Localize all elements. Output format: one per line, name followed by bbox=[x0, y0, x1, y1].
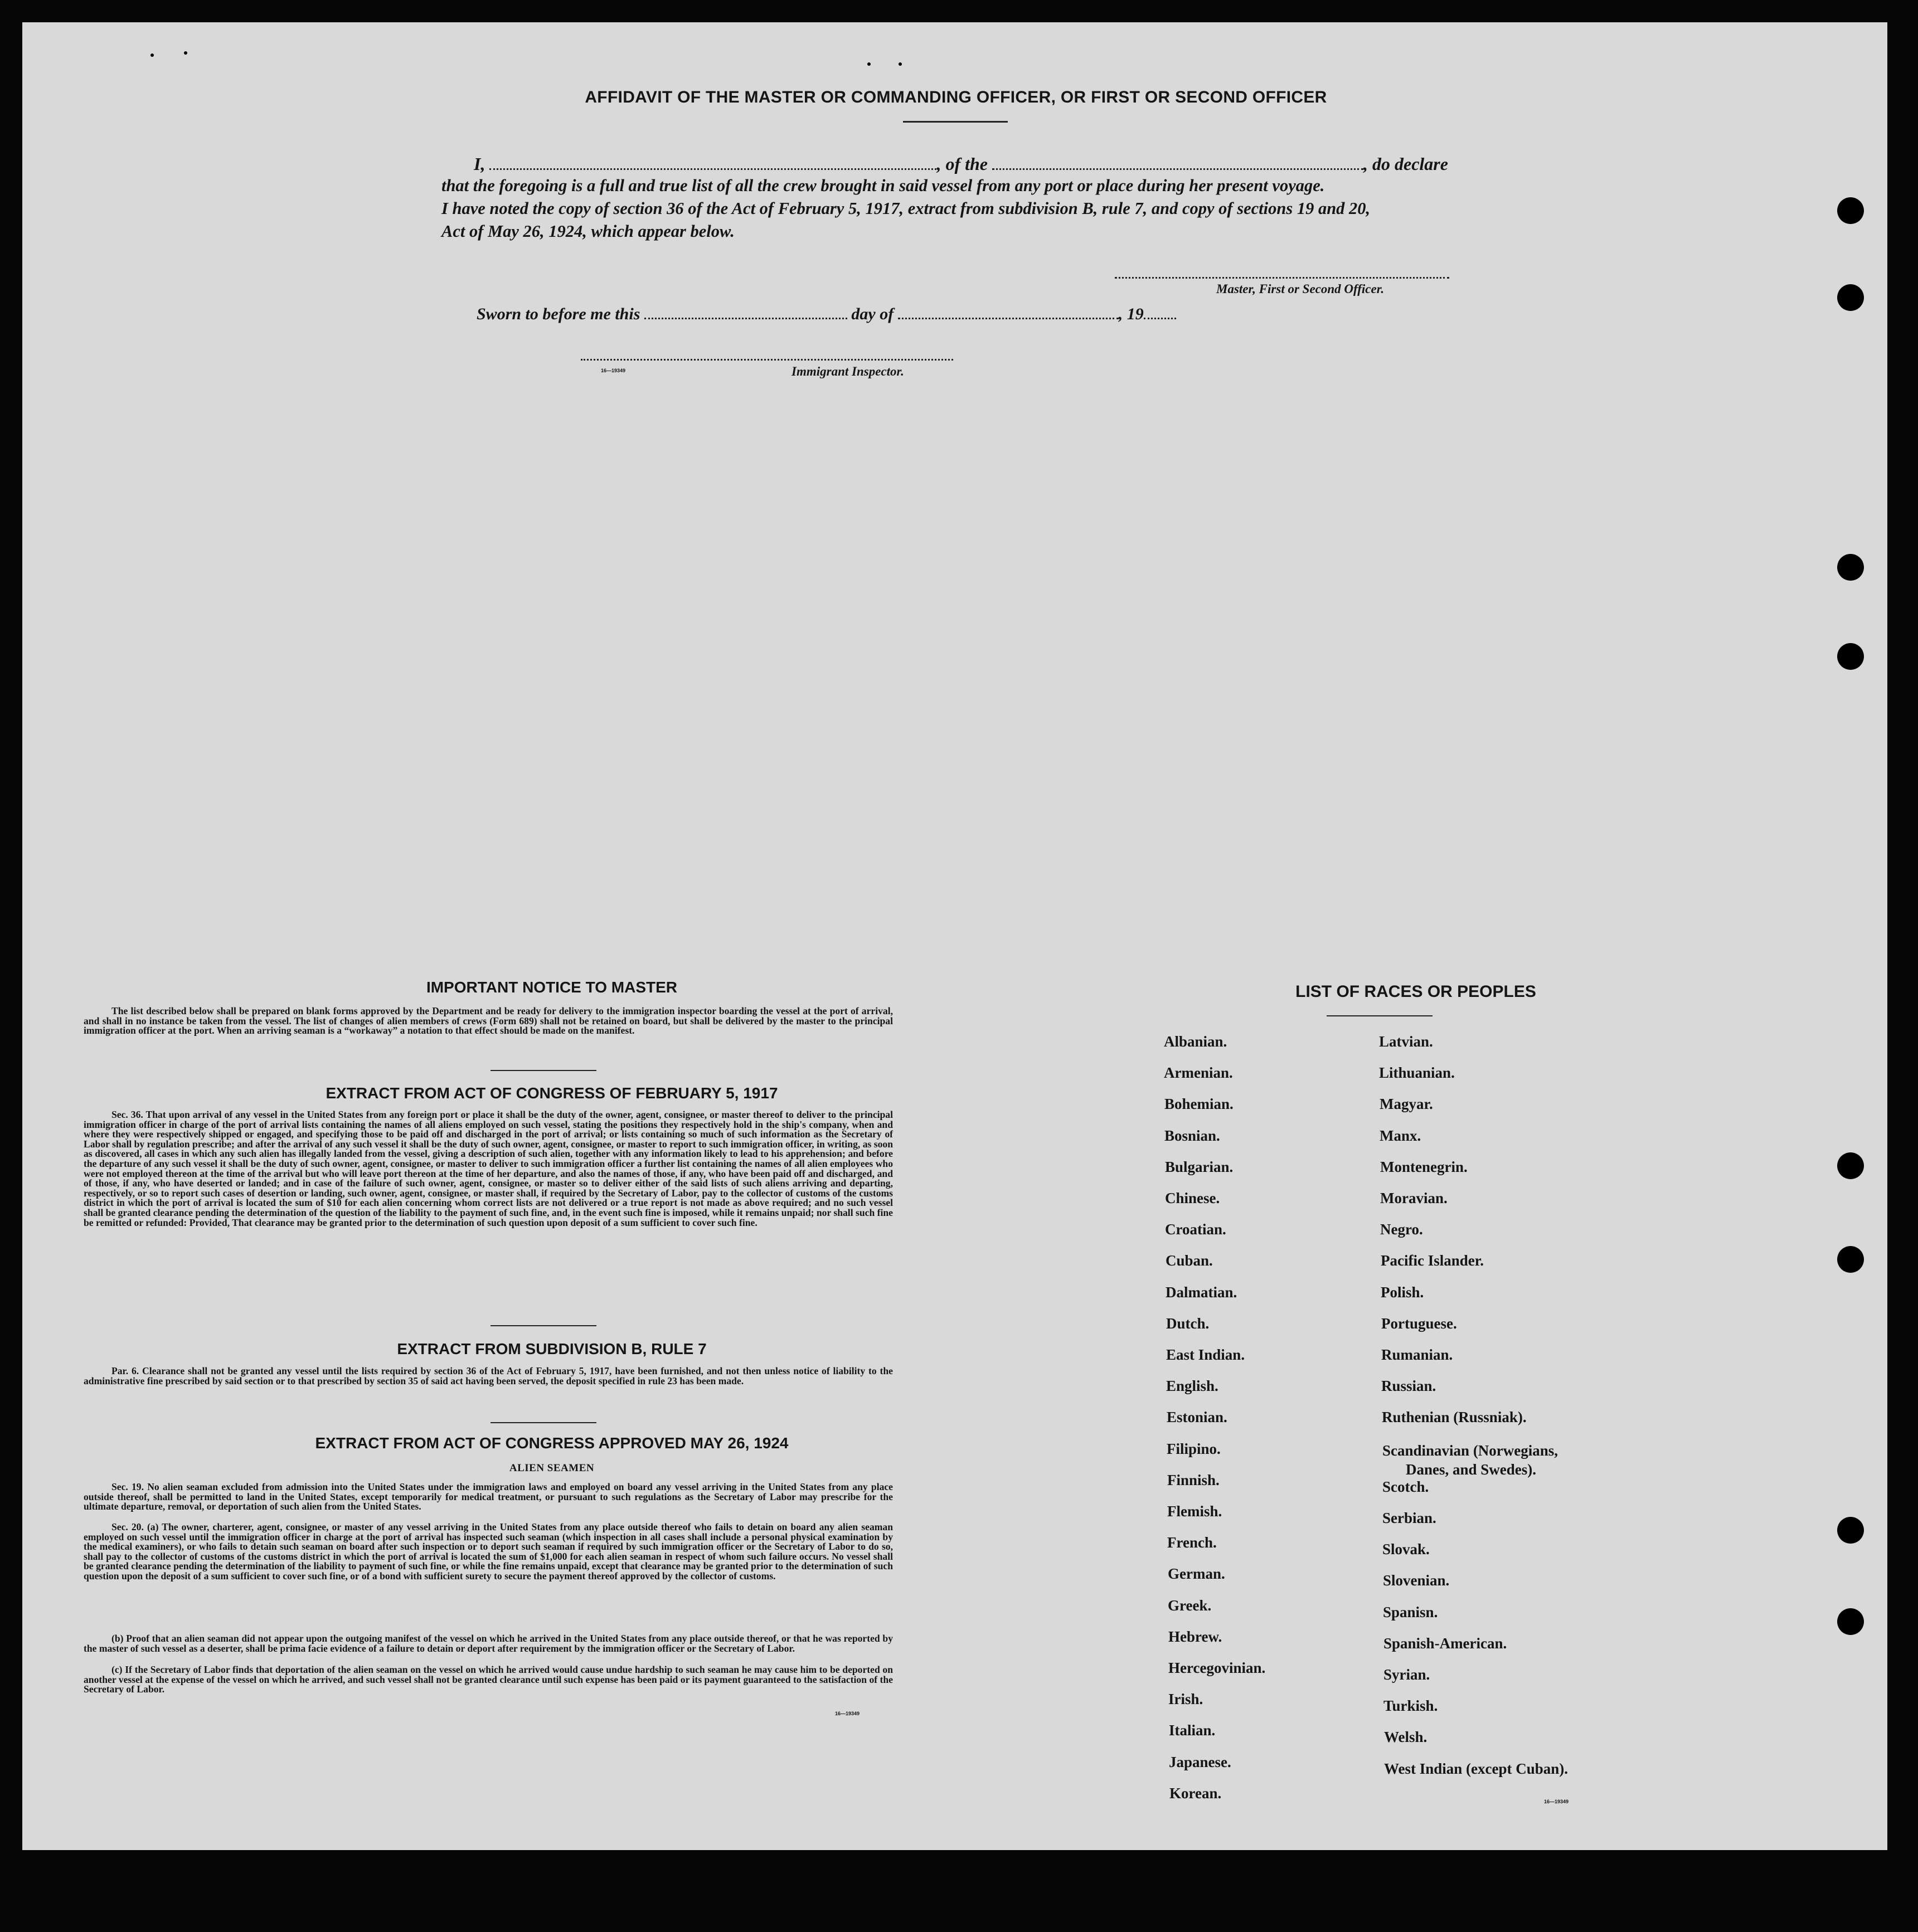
race-item: Filipino. bbox=[1167, 1441, 1221, 1457]
race-item: Hercegovinian. bbox=[1168, 1660, 1266, 1676]
speck bbox=[867, 62, 871, 66]
race-item: Ruthenian (Russniak). bbox=[1382, 1409, 1527, 1425]
race-item: Spanisn. bbox=[1383, 1604, 1438, 1620]
extract-rule7-body: Par. 6. Clearance shall not be granted any vessel until the lists required by section 36 of the Act of February 5, 1917, have been furnished, and not then unless notice of liability to the administrative fine prescribed by said section or to that prescribed by section 35 of said act having been served, the deposit specified in rule 23 has been made. bbox=[84, 1365, 893, 1386]
race-item: Slovak. bbox=[1382, 1541, 1430, 1558]
affidavit-title: AFFIDAVIT OF THE MASTER OR COMMANDING OFFICER, OR FIRST OR SECOND OFFICER bbox=[585, 88, 1327, 106]
race-item-scandinavian bbox=[1382, 1441, 1616, 1479]
races-title: LIST OF RACES OR PEOPLES bbox=[1295, 982, 1536, 1001]
sec20a-text: Sec. 20. (a) The owner, charterer, agent, consignee, or master of any vessel arriving in the United States from any place outside thereof who fails to detain on board any alien seaman employed on such vessel until the immigration officer in charge at the port of arrival has inspected such seaman (which inspection in all cases shall include a personal physical examination by the medical examiners), or who fails to detain such seaman on board after such inspection or to deport such seaman if required by such immigration officer or the Secretary of Labor to do so, shall pay to the collector of customs of the customs district in which the port of arrival is located the sum of $1,000 for each alien seaman in respect of whom such failure occurs. No vessel shall be granted clearance pending the determination of the liability to payment of such fine, or while the fine remains unpaid, except that clearance may be granted prior to the determination of such question upon the deposit of a sum sufficient to cover such fine, or of a bond with sufficient surety to secure the payment thereof approved by the collector of customs. bbox=[84, 1521, 893, 1581]
declaration-i: I, bbox=[474, 154, 485, 174]
extract-1917-body: Sec. 36. That upon arrival of any vessel in the United States from any foreign port or place it shall be the duty of the owner, agent, consignee, or master thereof to deliver to the principal immigration officer in charge of the port of arrival lists containing the names of all aliens employed on such vessel, stating the positions they respectively hold in the ship's company, when and where they were respectively shipped or engaged, and specifying those to be paid off and discharged in the port of arrival; or lists containing so much of such information as the Secretary of Labor shall by regulation prescribe; and after the arrival of any such vessel it shall be the duty of such owner, agent, consignee, or master to report to such immigration officer, in writing, as soon as discovered, all cases in which any such alien has illegally landed from the vessel, giving a description of such alien, together with any information likely to lead to his apprehension; and before the departure of any such vessel it shall be the duty of such owner, agent, consignee, or master to deliver to such immigration officer a further list containing the names of all alien employees who were not employed thereon at the time of the arrival but who will leave port thereon at the time of her departure, and also the names of those, if any, who have been paid off and discharged, and of those, if any, who have deserted or landed; and in case of the failure of such owner, agent, consignee, or master so to deliver either of the said lists of such aliens arriving and departing, respectively, or so to report such cases of desertion or landing, such owner, agent, consignee, or master shall, if required by the Secretary of Labor, pay to the collector of customs of the customs district in which the port of arrival is located the sum of $10 for each alien concerning whom correct lists are not delivered or a true report is not made as above required; and no such vessel shall be granted clearance pending the determination of the question of the liability to the payment of such fine, and, in the event such fine is imposed, while it remains unpaid; nor shall such fine be remitted or refunded: Provided, That clearance may be granted prior to the determination of such question upon deposit of a sum sufficient to cover such fine. bbox=[84, 1109, 893, 1228]
race-item: Scotch. bbox=[1382, 1478, 1429, 1495]
form-number: 16—19349 bbox=[1544, 1799, 1569, 1804]
race-item: French. bbox=[1167, 1534, 1217, 1551]
race-item: Syrian. bbox=[1383, 1666, 1430, 1683]
form-number: 16—19349 bbox=[835, 1711, 860, 1716]
speck bbox=[899, 62, 902, 66]
race-item: Hebrew. bbox=[1168, 1628, 1222, 1645]
race-item: Dutch. bbox=[1166, 1315, 1210, 1332]
race-item: West Indian (except Cuban). bbox=[1384, 1760, 1569, 1777]
day-blank[interactable] bbox=[644, 304, 847, 319]
declaration-line-3: I have noted the copy of section 36 of the Act of February 5, 1917, extract from subdivision B, rule 7, and copy of sections 19 and 20, bbox=[441, 199, 1371, 218]
race-item: Pacific Islander. bbox=[1381, 1252, 1484, 1269]
extract-1917-title: EXTRACT FROM ACT OF CONGRESS OF FEBRUARY 5, 1917 bbox=[326, 1084, 778, 1102]
race-item: Spanish-American. bbox=[1383, 1635, 1507, 1652]
race-item: Manx. bbox=[1380, 1127, 1421, 1144]
name-blank[interactable] bbox=[489, 155, 936, 170]
speck bbox=[184, 51, 187, 55]
race-item: Magyar. bbox=[1380, 1096, 1433, 1112]
race-item: Bohemian. bbox=[1164, 1096, 1234, 1112]
month-blank[interactable] bbox=[898, 304, 1119, 319]
race-item: Korean. bbox=[1169, 1785, 1222, 1802]
race-item: Finnish. bbox=[1167, 1472, 1220, 1488]
day-of-text: day of bbox=[851, 305, 894, 323]
race-item: Slovenian. bbox=[1383, 1572, 1450, 1589]
declaration-line-2: that the foregoing is a full and true list of all the crew brought in said vessel from any port or place during her present voyage. bbox=[441, 176, 1325, 195]
race-item: Russian. bbox=[1381, 1378, 1436, 1394]
form-number: 16—19349 bbox=[601, 368, 626, 373]
sworn-text: Sworn to before me this bbox=[477, 305, 640, 323]
race-item-scandinavian-line1: Scandinavian (Norwegians, bbox=[1382, 1442, 1558, 1459]
race-item: Polish. bbox=[1381, 1284, 1424, 1301]
inspector-label: Immigrant Inspector. bbox=[792, 364, 904, 378]
do-declare-text: , do declare bbox=[1363, 154, 1448, 174]
race-item: Flemish. bbox=[1167, 1503, 1222, 1520]
race-item: Dalmatian. bbox=[1166, 1284, 1237, 1301]
notice-body: The list described below shall be prepared on blank forms approved by the Department and be ready for delivery to the immigration inspector boarding the vessel at the port of arrival, and shall in no instance be taken from the vessel. The list of changes of alien members of crews (Form 689) shall not be retained on board, but shall be delivered by the master to the principal immigration officer at the port. When an arriving seaman is a “workaway” a notation to that effect should be made on the manifest. bbox=[84, 1005, 893, 1036]
race-item: German. bbox=[1168, 1565, 1225, 1582]
race-item: Greek. bbox=[1168, 1597, 1212, 1614]
punch-hole bbox=[1837, 1246, 1864, 1273]
race-item: Croatian. bbox=[1165, 1221, 1226, 1238]
race-item: Serbian. bbox=[1382, 1510, 1436, 1526]
race-item: Moravian. bbox=[1380, 1190, 1448, 1206]
race-item: Bosnian. bbox=[1164, 1127, 1220, 1144]
signer-label: Master, First or Second Officer. bbox=[1216, 282, 1385, 296]
notice-title: IMPORTANT NOTICE TO MASTER bbox=[426, 979, 678, 996]
race-item: Chinese. bbox=[1165, 1190, 1220, 1206]
race-item: Turkish. bbox=[1383, 1697, 1438, 1714]
punch-hole bbox=[1837, 284, 1864, 311]
race-item: Cuban. bbox=[1166, 1252, 1213, 1269]
race-item: Bulgarian. bbox=[1165, 1159, 1234, 1175]
race-item: English. bbox=[1166, 1378, 1218, 1394]
sworn-line bbox=[477, 304, 1176, 324]
punch-hole bbox=[1837, 197, 1864, 224]
race-item: Albanian. bbox=[1164, 1033, 1227, 1050]
sec20b-text: (b) Proof that an alien seaman did not appear upon the outgoing manifest of the vessel on which he arrived in the United States from any place outside thereof, or that he was reported by the master of such vessel as a deserter, shall be prima facie evidence of a failure to detain or deport after requirement by the immigration officer or the Secretary of Labor. bbox=[84, 1633, 893, 1654]
sec19-text: Sec. 19. No alien seaman excluded from admission into the United States under the immigration laws and employed on board any vessel arriving in the United States from any place outside thereof, shall be permitted to land in the United States, except temporarily for medical treatment, or pursuant to such regulations as the Secretary of Labor may prescribe for the ultimate departure, removal, or deportation of such alien from the United States. bbox=[84, 1481, 893, 1512]
of-the-text: , of the bbox=[936, 154, 988, 174]
race-item: Portuguese. bbox=[1381, 1315, 1457, 1332]
signature-blank[interactable] bbox=[1115, 264, 1449, 279]
race-item: Negro. bbox=[1380, 1221, 1423, 1238]
race-item: Irish. bbox=[1168, 1691, 1203, 1707]
divider bbox=[491, 1070, 596, 1071]
race-item: Japanese. bbox=[1169, 1754, 1231, 1770]
race-item-scandinavian-line2: Danes, and Swedes). bbox=[1406, 1461, 1537, 1478]
declaration-line-4: Act of May 26, 1924, which appear below. bbox=[441, 222, 735, 241]
extract-rule7-title: EXTRACT FROM SUBDIVISION B, RULE 7 bbox=[397, 1340, 707, 1357]
race-item: Italian. bbox=[1169, 1722, 1216, 1739]
vessel-blank[interactable] bbox=[992, 155, 1363, 170]
race-item: Lithuanian. bbox=[1379, 1064, 1455, 1081]
punch-hole bbox=[1837, 1152, 1864, 1179]
race-item: Estonian. bbox=[1167, 1409, 1227, 1425]
race-item: East Indian. bbox=[1166, 1346, 1245, 1363]
punch-hole bbox=[1837, 1517, 1864, 1544]
races-underline bbox=[1327, 1015, 1433, 1016]
race-item: Welsh. bbox=[1384, 1729, 1427, 1745]
punch-hole bbox=[1837, 1608, 1864, 1635]
divider bbox=[491, 1422, 596, 1423]
title-underline bbox=[903, 121, 1008, 123]
race-item: Armenian. bbox=[1164, 1064, 1233, 1081]
race-item: Montenegrin. bbox=[1380, 1159, 1468, 1175]
year-blank[interactable] bbox=[1144, 304, 1176, 319]
punch-hole bbox=[1837, 643, 1864, 670]
inspector-signature-blank[interactable] bbox=[581, 345, 953, 361]
race-item: Rumanian. bbox=[1381, 1346, 1453, 1363]
divider bbox=[491, 1325, 596, 1326]
alien-seamen-subtitle: ALIEN SEAMEN bbox=[509, 1462, 595, 1474]
punch-hole bbox=[1837, 554, 1864, 581]
declaration-line-1 bbox=[474, 154, 1448, 174]
sec20c-text: (c) If the Secretary of Labor finds that deportation of the alien seaman on the vessel on which he arrived would cause undue hardship to such seaman he may cause him to be deported on another vessel at the expense of the vessel on which he arrived, and such vessel shall not be granted clearance until such expense has been paid or its payment guaranteed to the satisfaction of the Secretary of Labor. bbox=[84, 1664, 893, 1695]
extract-1924-title: EXTRACT FROM ACT OF CONGRESS APPROVED MAY 26, 1924 bbox=[315, 1434, 789, 1452]
year-prefix: , 19 bbox=[1118, 305, 1144, 323]
speck bbox=[150, 53, 154, 57]
race-item: Latvian. bbox=[1379, 1033, 1433, 1050]
